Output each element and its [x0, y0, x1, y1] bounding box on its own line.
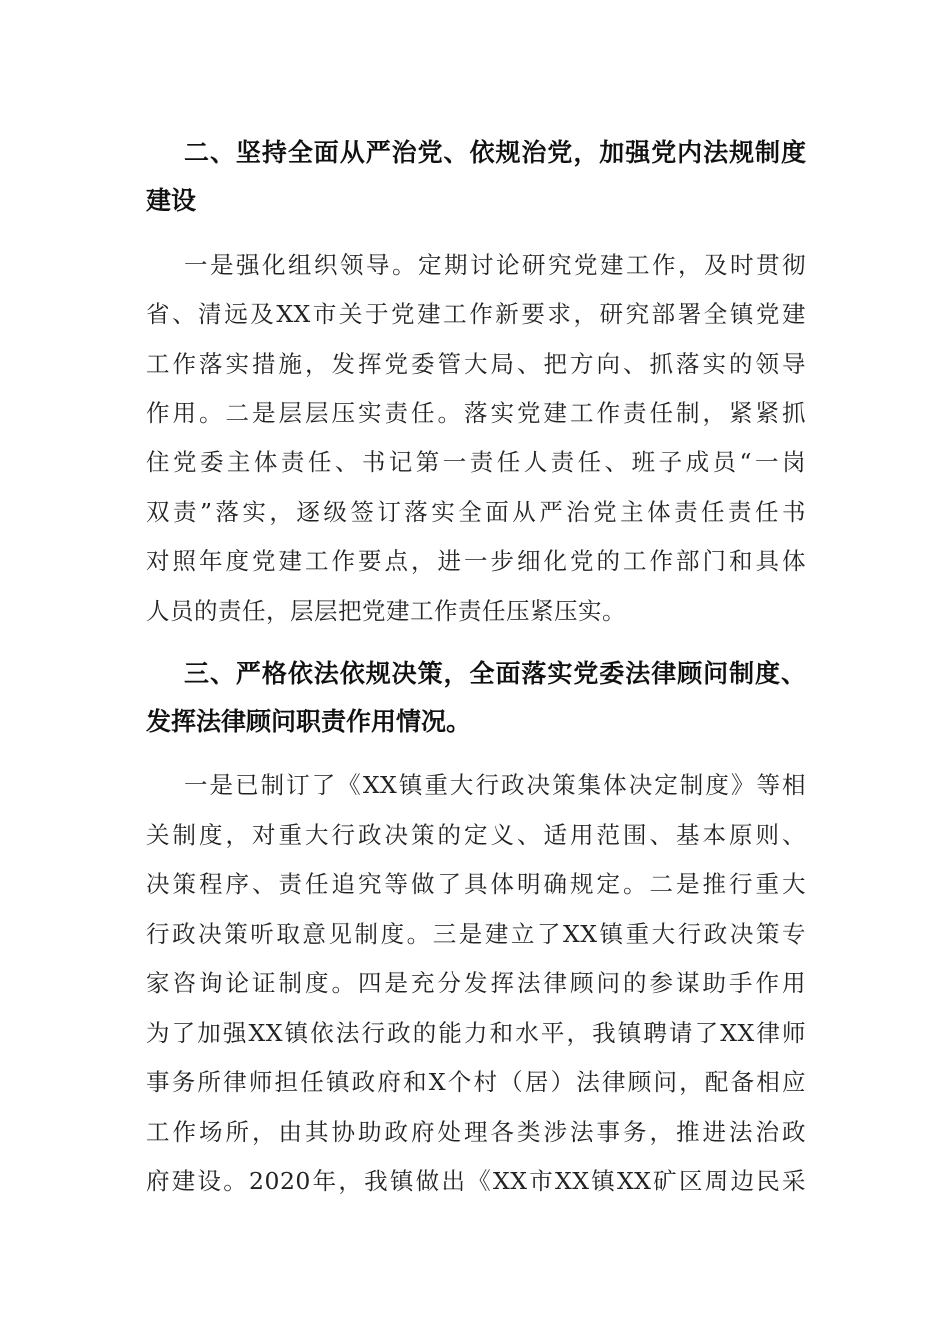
- paragraph-line: 作用。二是层层压实责任。落实党建工作责任制，紧紧抓: [146, 399, 806, 427]
- paragraph-line: 家咨询论证制度。四是充分发挥法律顾问的参谋助手作用: [146, 969, 806, 997]
- paragraph-line: 工作落实措施，发挥党委管大局、把方向、抓落实的领导: [146, 350, 806, 378]
- paragraph-line: 一是强化组织领导。定期讨论研究党建工作，及时贯彻: [184, 251, 806, 279]
- paragraph-line: 行政决策听取意见制度。三是建立了XX镇重大行政决策专: [146, 920, 806, 948]
- section-heading-line: 三、严格依法依规决策，全面落实党委法律顾问制度、: [184, 659, 806, 688]
- paragraph-line: 决策程序、责任追究等做了具体明确规定。二是推行重大: [146, 870, 806, 898]
- paragraph-line: 事务所律师担任镇政府和X个村（居）法律顾问，配备相应: [146, 1068, 806, 1096]
- paragraph-line: 住党委主体责任、书记第一责任人责任、班子成员“一岗: [146, 448, 806, 476]
- paragraph-line: 一是已制订了《XX镇重大行政决策集体决定制度》等相: [184, 771, 806, 799]
- paragraph-line: 为了加强XX镇依法行政的能力和水平，我镇聘请了XX律师: [146, 1019, 806, 1047]
- section-heading-line: 建设: [146, 186, 197, 215]
- paragraph-line: 省、清远及XX市关于党建工作新要求，研究部署全镇党建: [146, 300, 806, 328]
- paragraph-line: 双责”落实，逐级签订落实全面从严治党主体责任责任书: [146, 498, 806, 526]
- paragraph-line: 对照年度党建工作要点，进一步细化党的工作部门和具体: [146, 547, 806, 575]
- paragraph-line: 人员的责任，层层把党建工作责任压紧压实。: [146, 597, 626, 625]
- paragraph-line: 府建设。2020年，我镇做出《XX市XX镇XX矿区周边民采: [146, 1167, 806, 1195]
- section-heading-line: 发挥法律顾问职责作用情况。: [146, 707, 472, 736]
- section-heading-line: 二、坚持全面从严治党、依规治党，加强党内法规制度: [184, 138, 806, 167]
- paragraph-line: 工作场所，由其协助政府处理各类涉法事务，推进法治政: [146, 1118, 806, 1146]
- paragraph-line: 关制度，对重大行政决策的定义、适用范围、基本原则、: [146, 821, 806, 849]
